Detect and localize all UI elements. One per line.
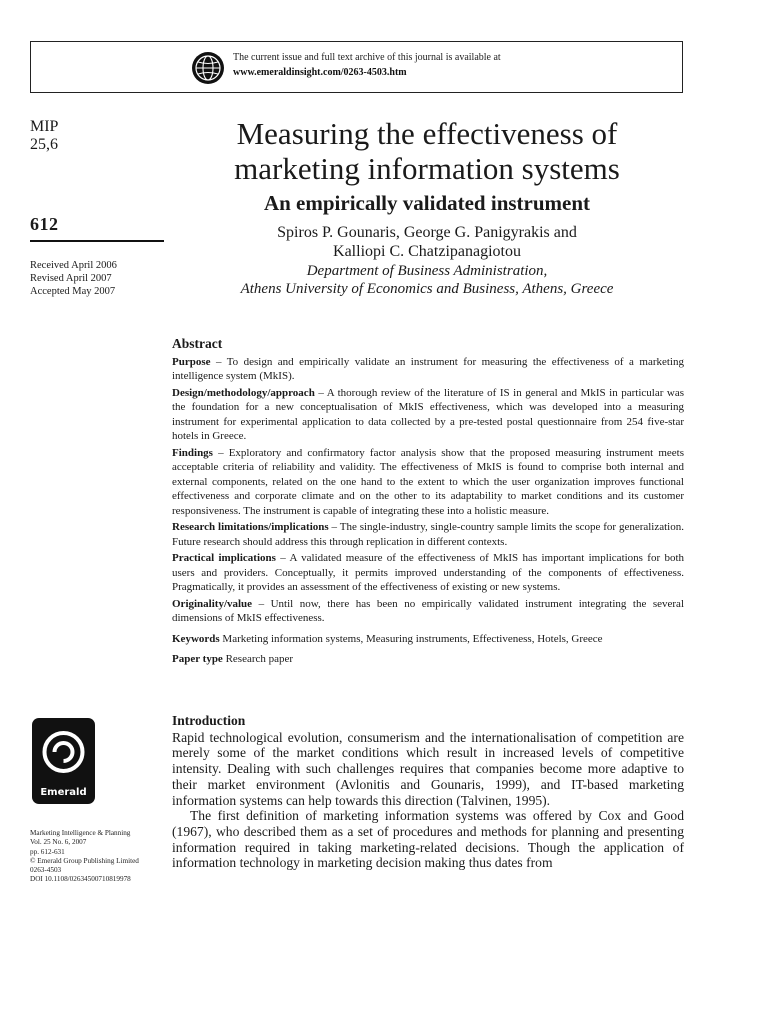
abstract-section xyxy=(172,337,684,669)
paper-type-text: Research paper xyxy=(222,653,294,665)
abstract-design xyxy=(172,386,684,444)
author-affiliation xyxy=(172,262,682,298)
accepted-date: Accepted May 2007 xyxy=(30,286,116,297)
abstract-text: – Until now, there has been no empirically validated instrument integrating the several dimensions of MkIS effectiveness. xyxy=(172,597,684,624)
page-number: 612 xyxy=(30,214,59,234)
abstract-label: Design/methodology/approach xyxy=(172,386,315,399)
keywords xyxy=(172,632,684,647)
introduction-heading: Introduction xyxy=(172,713,246,728)
abstract-text: – A validated measure of the effectiveness of MkIS has important implications for both users and providers. Conceptually, it permits improved understanding of the components of effectiveness. Pragmatically, it provides an assessment of the effectiveness of existing or new systems. xyxy=(172,552,685,593)
abstract-label: Practical implications xyxy=(172,552,276,564)
paper-type-label: Paper type xyxy=(172,653,223,665)
abstract-label: Findings xyxy=(172,446,213,459)
abstract-text: – A thorough review of the literature of IS in general and MkIS in particular was the foundation for a new conceptualisation of MkIS effectiveness, which was developed into a measuring instrument for experimental application to data collected by a pre-tested postal questionnaire from 254 five-star hotels in Greece. xyxy=(172,386,684,442)
authors-line-1: Spiros P. Gounaris, George G. Panigyrakis and xyxy=(277,224,577,241)
introduction-section xyxy=(172,713,684,871)
copyright: © Emerald Group Publishing Limited xyxy=(30,856,139,865)
abstract-text: – To design and empirically validate an instrument for measuring the effectiveness of a marketing intelligence system (MkIS). xyxy=(172,355,684,382)
received-date: Received April 2006 xyxy=(30,260,117,271)
volume-issue: 25,6 xyxy=(30,136,58,153)
abstract-text: – Exploratory and confirmatory factor analysis show that the proposed measuring instrument meets acceptable criteria of reliability and validity. The effectiveness of MkIS is found to comprise both internal and external components, related on the one hand to the extent to which the user organization improves functional effectiveness and corporate climate and on the other to its adaptability to market conditions and its customer responsiveness. The instrument is capable of integrating these into a holistic measure. xyxy=(172,446,684,517)
journal-archive-banner xyxy=(30,41,683,93)
title-line-1: Measuring the effectiveness of xyxy=(236,116,618,151)
doi: DOI 10.1108/02634500710819978 xyxy=(30,875,131,884)
abstract-label: Research limitations/implications xyxy=(172,521,329,533)
abstract-originality xyxy=(172,597,684,626)
article-header xyxy=(172,116,682,298)
article-subtitle: An empirically validated instrument xyxy=(263,191,591,215)
journal-name: Marketing Intelligence & Planning xyxy=(30,829,131,837)
abstract-limitations xyxy=(172,520,684,549)
abstract-practical xyxy=(172,551,684,595)
abstract-purpose xyxy=(172,355,684,384)
logo-text: Emerald xyxy=(40,787,87,798)
revised-date: Revised April 2007 xyxy=(30,273,112,284)
affiliation-line-1: Department of Business Administration, xyxy=(306,263,548,279)
keywords-text: Marketing information systems, Measuring instruments, Effectiveness, Hotels, Greece xyxy=(219,632,603,645)
submission-dates xyxy=(30,259,117,298)
introduction-paragraph-2: The first definition of marketing information systems was offered by Cox and Good (1967), who described them as a set of procedures and methods for planning and presenting information required in taking marketing-related decisions. Though the application of information technology in marketing decision making thus dates from xyxy=(172,808,684,871)
issn: 0263-4503 xyxy=(30,866,62,875)
article-title xyxy=(172,116,682,186)
title-line-2: marketing information systems xyxy=(234,151,620,186)
introduction-paragraph-1: Rapid technological evolution, consumerism and the internationalisation of competition are merely some of the market conditions which result in increased levels of competitive intensity. Dealing with such challenges requires that companies become more adaptive to their market environment (Avlonitis and Gounaris, 1999), and IT-based marketing information systems can help towards this direction (Talvinen, 1995). xyxy=(172,729,684,808)
authors-line-2: Kalliopi C. Chatzipanagiotou xyxy=(333,243,521,260)
banner-text: The current issue and full text archive of this journal is available at xyxy=(233,52,501,63)
emerald-logo-icon xyxy=(32,718,95,804)
journal-volume: Vol. 25 No. 6, 2007 xyxy=(30,838,87,847)
abstract-text: – The single-industry, single-country sample limits the scope for generalization. Future research should address this through replication in different contexts. xyxy=(172,521,684,548)
journal-code: MIP xyxy=(30,118,59,135)
page-range: pp. 612-631 xyxy=(30,847,65,856)
abstract-heading: Abstract xyxy=(172,336,223,351)
article-authors xyxy=(172,223,682,261)
journal-code-block xyxy=(30,118,166,154)
publication-info xyxy=(30,829,170,885)
abstract-label: Originality/value xyxy=(172,597,253,610)
affiliation-line-2: Athens University of Economics and Business, Athens, Greece xyxy=(240,281,614,297)
globe-icon xyxy=(191,51,225,85)
sidebar-divider xyxy=(30,240,164,242)
banner-url-link[interactable]: www.emeraldinsight.com/0263-4503.htm xyxy=(233,67,407,78)
paper-type xyxy=(172,652,684,667)
abstract-label: Purpose xyxy=(172,355,211,368)
abstract-findings xyxy=(172,446,684,519)
keywords-label: Keywords xyxy=(172,632,220,645)
